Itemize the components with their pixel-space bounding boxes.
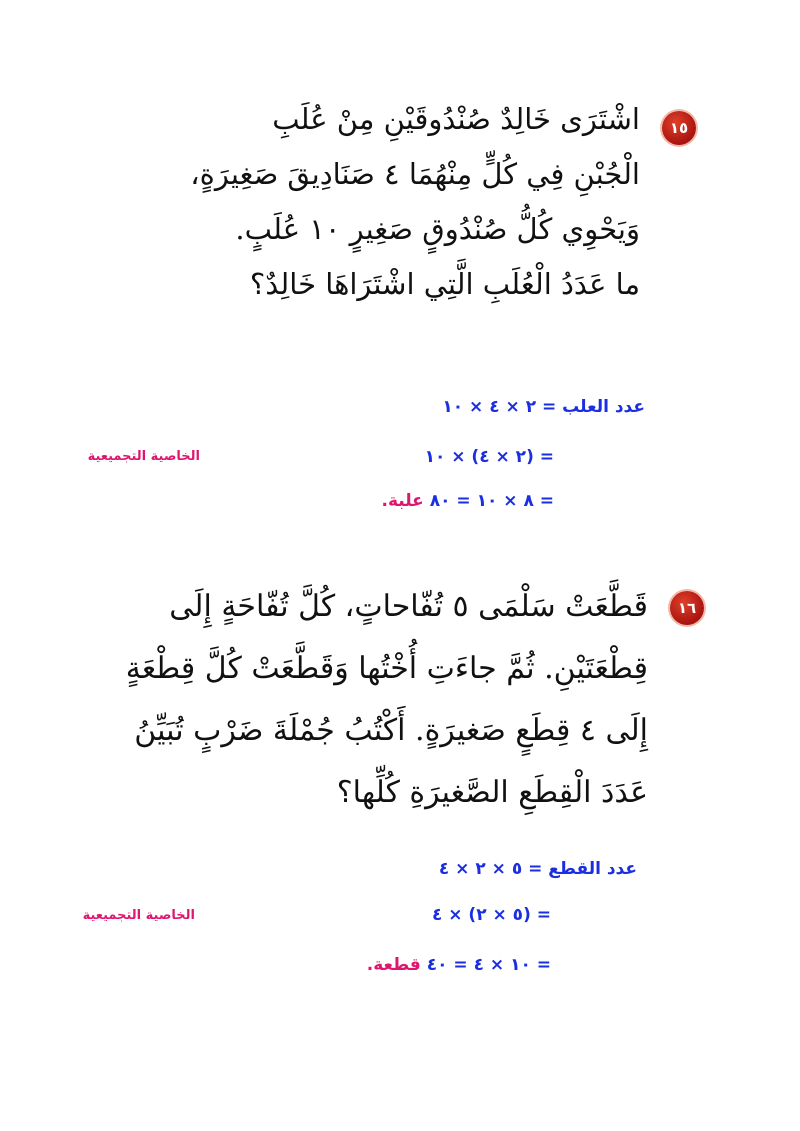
solution-answer: علبة. (381, 491, 424, 511)
solution-expression: = ٨ × ١٠ = ٨٠ (429, 491, 554, 511)
problem-number-badge: ١٥ (662, 111, 696, 145)
solution-line-3 (382, 491, 554, 511)
solution-expression: = ٢ × ٤ × ١٠ (442, 397, 557, 417)
solution-line-2 (432, 905, 551, 925)
solution-line-2 (425, 447, 554, 467)
solution-expression: = ٥ × ٢ × ٤ (438, 859, 543, 879)
property-label: الخاصية التجميعية (82, 908, 195, 923)
solution-expression: = ١٠ × ٤ = ٤٠ (426, 955, 551, 975)
problem-line: عَدَدَ الْقِطَعِ الصَّغيرَةِ كُلِّها؟ (336, 775, 648, 810)
problem-text (190, 92, 640, 312)
solution-answer: قطعة. (366, 955, 421, 975)
problem-line: ما عَدَدُ الْعُلَبِ الَّتِي اشْتَرَاهَا خَالِدٌ؟ (249, 267, 640, 301)
problem-number-badge: ١٦ (670, 591, 704, 625)
solution-expression: = (٥ × ٢) × ٤ (431, 905, 551, 925)
solution-expression: = (٢ × ٤) × ١٠ (424, 447, 554, 467)
solution-label: عدد القطع (548, 859, 637, 879)
solution-line-1 (439, 859, 637, 879)
problem-line: اشْتَرَى خَالِدٌ صُنْدُوقَيْنِ مِنْ عُلَبِ (272, 102, 640, 136)
problem-line: وَيَحْوِي كُلُّ صُنْدُوقٍ صَغِيرٍ ١٠ عُلَبٍ. (235, 212, 640, 246)
solution-line-3 (367, 955, 551, 975)
problem-line: إِلَى ٤ قِطَعٍ صَغيرَةٍ. أَكْتُبُ جُمْلَةَ ضَرْبٍ تُبَيِّنُ (134, 713, 648, 748)
solution-line-1 (442, 397, 645, 417)
problem-line: قَطَّعَتْ سَلْمَى ٥ تُفّاحاتٍ، كُلَّ تُفّاحَةٍ إِلَى (169, 589, 648, 624)
property-label: الخاصية التجميعية (87, 449, 200, 464)
problem-text (126, 576, 648, 824)
problem-line: قِطْعَتَيْنِ. ثُمَّ جاءَتِ أُخْتُها وَقَطَّعَتْ كُلَّ قِطْعَةٍ (125, 651, 648, 686)
problem-line: الْجُبْنِ فِي كُلٍّ مِنْهُمَا ٤ صَنَادِيقَ صَغِيرَةٍ، (190, 157, 640, 191)
solution-label: عدد العلب (562, 397, 645, 417)
